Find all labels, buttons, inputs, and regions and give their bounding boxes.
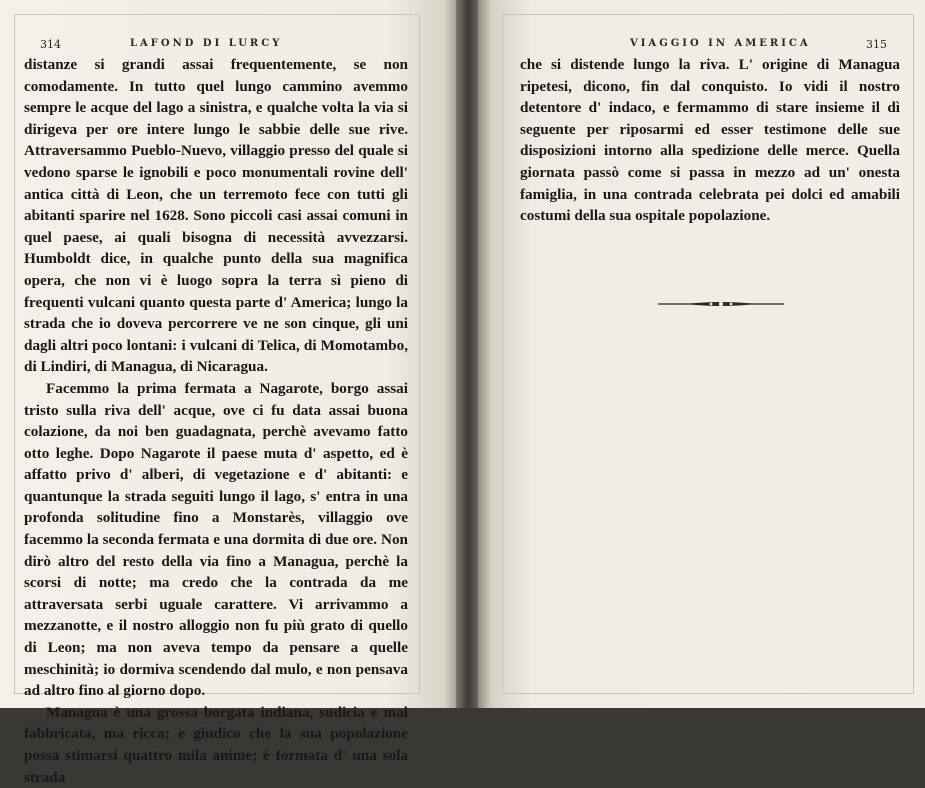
right-running-head: VIAGGIO IN AMERICA — [630, 38, 811, 49]
left-page — [0, 0, 458, 786]
paragraph: Managua è una grossa borgata indiana, sudicia e mal fabbricata, ma ricca; e giudico che la sua popolazione possa stimarsi quattro mila anime; è formata d' una sola strada — [24, 703, 408, 786]
paragraph: Facemmo la prima fermata a Nagarote, borgo assai tristo sulla riva dell' acque, ove ci fu data assai buona colazione, da noi ben guadagnata, perchè avevamo fatto otto leghe. Dopo Nagarote il paese muta d' aspetto, ed è affatto privo d' alberi, di vegetazione e d' abitanti: e quantunque la strada seguiti lungo il lago, s' entra in una profonda solitudine fino a Monstarès, villaggio ove facemmo la seconda fermata e una dormita di due ore. Non dirò altro del resto della via fino a Managua, perchè la scorsi di notte; ma credo che la contrada da me attraversata serbi uguale carattere. Vi arrivammo a mezzanotte, e il nostro alloggio non fu più grato di quello di Leon; ma non aveva tempo da pensare a quelle meschinità; io dormiva scendendo dal mulo, e non pensava ad altro fino al giorno dopo. — [24, 379, 408, 700]
right-page-number: 315 — [866, 38, 887, 51]
left-page-number: 314 — [40, 38, 61, 51]
bleed-through-text — [518, 205, 898, 665]
ornament-rule-icon — [656, 299, 786, 309]
paragraph: distanze si grandi assai frequentemente, se non comodamente. In tutto quel lungo cammino avemmo sempre le acque del lago a sinistra, e qualche volta la via si dirigeva per ore intere lungo le sabbie delle sue rive. Attraversammo Pueblo-Nuevo, villaggio presso del quale si vedono sparse le ignobili e poco monumentali rovine dell' antica città di Leon, che un terremoto fece con tutti gli abitanti sparire nel 1628. Sono piccoli casi assai comuni in quel paese, ai quali bisogna di necessità avvezzarsi. Humboldt dice, in qualche punto della sua magnifica opera, che non vi è luogo sopra la terra sì pieno di frequenti vulcani quanto questa parte d' America; lungo la strada che io doveva percorrere ve ne son cinque, gli uni dagli altri poco lontani: i vulcani di Telica, di Momotambo, di Lindiri, di Managua, di Nicaragua. — [24, 56, 408, 376]
right-page-body — [520, 54, 900, 227]
book-gutter — [456, 0, 480, 708]
left-running-head: LAFOND DI LURCY — [130, 38, 283, 49]
right-page — [478, 0, 925, 708]
left-page-body — [24, 54, 408, 788]
paragraph: che si distende lungo la riva. L' origine di Managua ripetesi, dicono, fin dal conquisto. Io vidi il nostro detentore d' indaco, e fermammo di stare insieme il dì seguente per riposarmi ed esser testimone delle sue disposizioni intorno alla spedizione delle merce. Quella giornata passò come si passa in mezzo ad un' onesta famiglia, in una contrada celebrata pei dolci ed amabili costumi della sua ospitale popolazione. — [520, 56, 900, 225]
